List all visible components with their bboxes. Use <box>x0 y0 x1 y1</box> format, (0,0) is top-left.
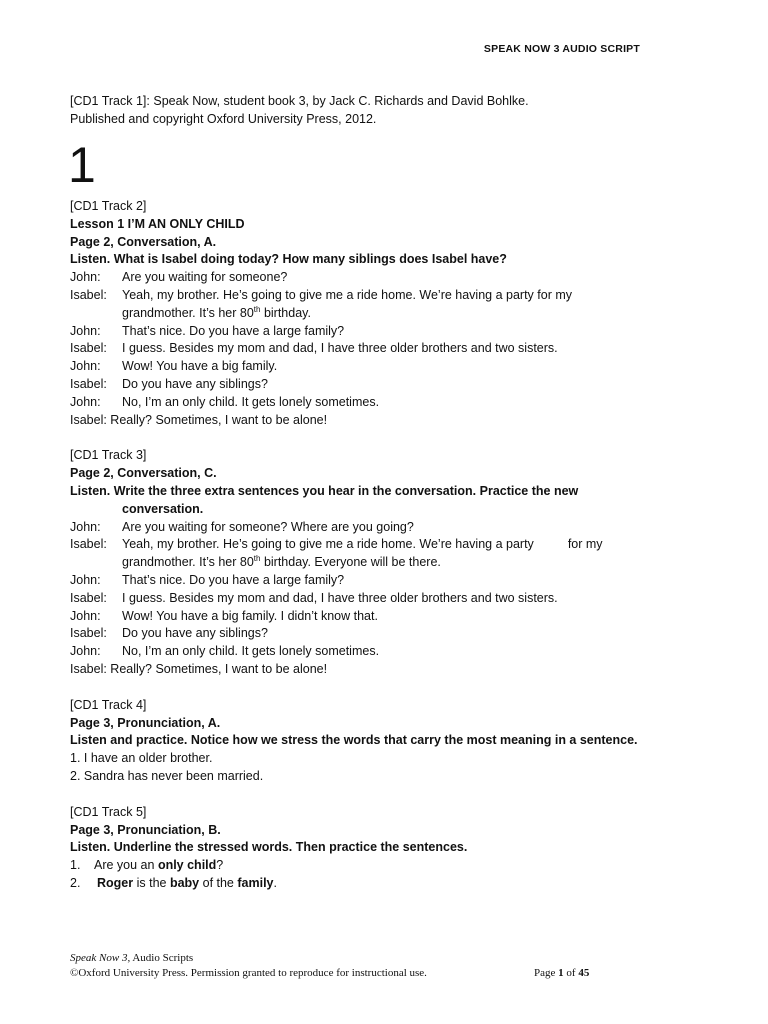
chapter-number: 1 <box>68 137 96 193</box>
utterance: That’s nice. Do you have a large family? <box>122 572 345 587</box>
utterance: Do you have any siblings? <box>122 376 268 391</box>
page-footer <box>70 951 590 981</box>
ordinal-suffix: th <box>253 304 261 314</box>
utterance: Yeah, my brother. He’s going to give me a ride home. We’re having a party <box>122 537 534 552</box>
item-text: ? <box>216 858 224 873</box>
total-pages: 45 <box>578 967 590 979</box>
list-item: 1. I have an older brother. <box>70 751 213 766</box>
track-label: [CD1 Track 5] <box>70 804 147 819</box>
footer-book-title <box>70 951 427 966</box>
book-name: Speak Now 3, <box>70 952 131 964</box>
dialogue-line <box>70 358 710 376</box>
track-2-section <box>70 198 710 429</box>
utterance-continued <box>70 305 710 323</box>
utterance-tail: for my <box>567 537 603 552</box>
dialogue-line <box>70 519 710 537</box>
dialogue-last-line: Isabel: Really? Sometimes, I want to be alone! <box>70 412 328 427</box>
speaker: John: <box>70 572 101 587</box>
utterance: Yeah, my brother. He’s going to give me a ride home. We’re having a party for my <box>122 287 572 302</box>
list-item <box>70 875 710 893</box>
instruction: Listen. What is Isabel doing today? How many siblings does Isabel have? <box>70 252 507 267</box>
intro-block <box>70 92 529 128</box>
speaker: Isabel: <box>70 341 107 356</box>
utterance: Wow! You have a big family. I didn’t know that. <box>122 608 378 623</box>
dialogue-line <box>70 323 710 341</box>
speaker: John: <box>70 608 101 623</box>
intro-line-1: [CD1 Track 1]: Speak Now, student book 3, by Jack C. Richards and David Bohlke. <box>70 94 529 108</box>
dialogue-line <box>70 269 710 287</box>
speaker: Isabel: <box>70 376 107 391</box>
track-3-section <box>70 447 710 678</box>
item-number: 2. <box>70 875 81 890</box>
utterance: I guess. Besides my mom and dad, I have three older brothers and two sisters. <box>122 590 558 605</box>
speaker: John: <box>70 359 101 374</box>
stressed-word: Roger <box>97 875 134 890</box>
page-word: Page <box>534 967 559 979</box>
speaker: John: <box>70 270 101 285</box>
ordinal-suffix: th <box>253 553 261 563</box>
utterance-text: birthday. <box>260 305 311 320</box>
utterance: That’s nice. Do you have a large family? <box>122 323 345 338</box>
page-number: 1 <box>558 967 564 979</box>
page-reference: Page 3, Pronunciation, A. <box>70 715 221 730</box>
utterance: I guess. Besides my mom and dad, I have three older brothers and two sisters. <box>122 341 558 356</box>
item-text: of the <box>199 875 238 890</box>
dialogue-line <box>70 340 710 358</box>
lesson-title: Lesson 1 I’M AN ONLY CHILD <box>70 216 245 231</box>
script-body <box>70 198 710 893</box>
dialogue-line <box>70 608 710 626</box>
stressed-word: baby <box>169 875 200 890</box>
utterance: No, I’m an only child. It gets lonely sometimes. <box>122 394 380 409</box>
speaker: John: <box>70 519 101 534</box>
dialogue-line <box>70 394 710 412</box>
dialogue-line <box>70 376 710 394</box>
dialogue-line <box>70 572 710 590</box>
track-label: [CD1 Track 2] <box>70 199 147 213</box>
speaker: Isabel: <box>70 590 107 605</box>
track-label: [CD1 Track 4] <box>70 697 147 712</box>
stressed-word: only child <box>157 858 217 873</box>
utterance: Are you waiting for someone? Where are you going? <box>122 519 414 534</box>
page-reference: Page 2, Conversation, C. <box>70 466 217 481</box>
utterance-continued <box>70 554 710 572</box>
item-text: is the <box>133 875 170 890</box>
section-gap <box>70 786 710 804</box>
item-text: . <box>273 875 277 890</box>
speaker: Isabel: <box>70 287 107 302</box>
speaker: John: <box>70 644 101 659</box>
speaker: John: <box>70 394 101 409</box>
utterance-text: grandmother. It’s her 80 <box>122 555 254 570</box>
utterance: No, I’m an only child. It gets lonely sometimes. <box>122 644 380 659</box>
dialogue-line <box>70 643 710 661</box>
instruction-continued: conversation. <box>122 501 204 516</box>
track-5-section <box>70 804 710 893</box>
section-gap <box>70 679 710 697</box>
dialogue-last-line: Isabel: Really? Sometimes, I want to be alone! <box>70 661 328 676</box>
page-reference: Page 2, Conversation, A. <box>70 234 217 249</box>
speaker: Isabel: <box>70 537 107 552</box>
dialogue-line <box>70 625 710 643</box>
section-gap <box>70 429 710 447</box>
speaker: John: <box>70 323 101 338</box>
footer-copyright: ©Oxford University Press. Permission granted to reproduce for instructional use. <box>70 967 427 979</box>
track-label: [CD1 Track 3] <box>70 448 147 463</box>
dialogue-line <box>70 590 710 608</box>
utterance: Are you waiting for someone? <box>122 270 288 285</box>
page-header: SPEAK NOW 3 AUDIO SCRIPT <box>483 43 640 55</box>
utterance: Wow! You have a big family. <box>122 359 278 374</box>
instruction: Listen and practice. Notice how we stress the words that carry the most meaning in a sentence. <box>70 733 638 748</box>
of-word: of <box>563 967 579 979</box>
page-counter <box>534 966 589 981</box>
intro-line-2: Published and copyright Oxford University Press, 2012. <box>70 112 377 126</box>
track-4-section <box>70 697 710 786</box>
item-number: 1. <box>70 858 81 873</box>
list-item <box>70 857 710 875</box>
instruction: Listen. Underline the stressed words. Then practice the sentences. <box>70 840 468 855</box>
utterance-text: birthday. Everyone will be there. <box>260 555 441 570</box>
item-text: Are you an <box>94 858 158 873</box>
stressed-word: family <box>237 875 274 890</box>
dialogue-line <box>70 536 710 554</box>
book-subtitle: Audio Scripts <box>130 952 194 964</box>
instruction: Listen. Write the three extra sentences you hear in the conversation. Practice the new <box>70 483 579 498</box>
speaker: Isabel: <box>70 626 107 641</box>
dialogue-line <box>70 287 710 305</box>
list-item: 2. Sandra has never been married. <box>70 768 264 783</box>
utterance: Do you have any siblings? <box>122 626 268 641</box>
utterance-text: grandmother. It’s her 80 <box>122 305 254 320</box>
page-reference: Page 3, Pronunciation, B. <box>70 822 221 837</box>
